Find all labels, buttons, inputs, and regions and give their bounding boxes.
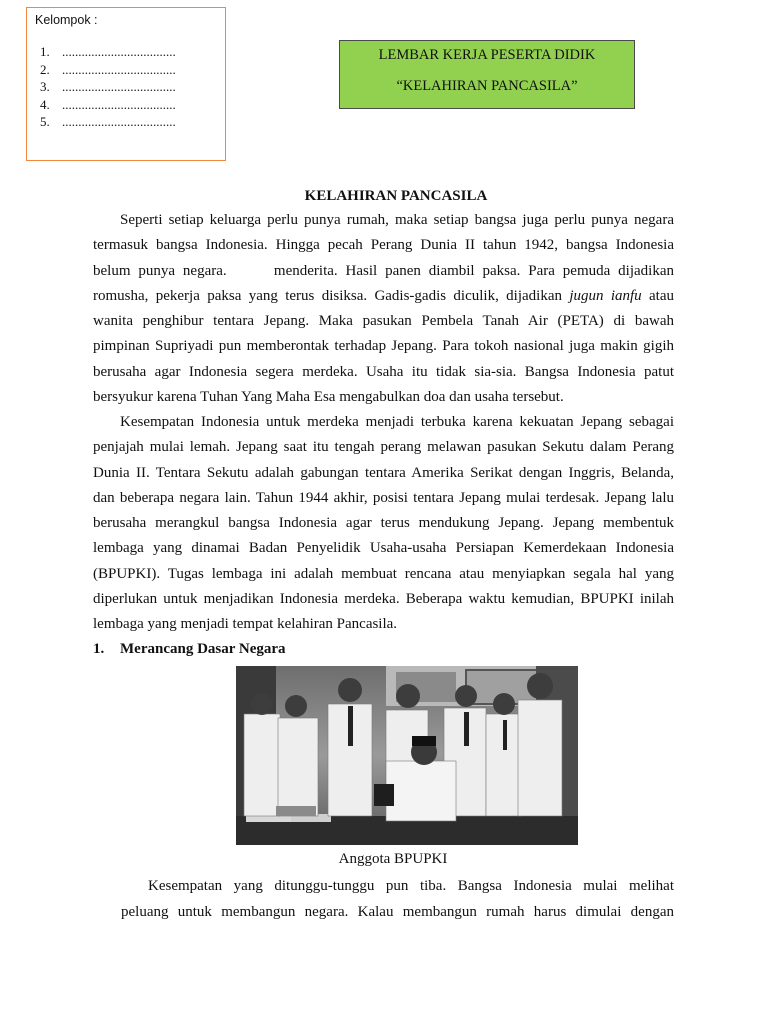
member-blank: ...................................	[62, 79, 176, 94]
text-line: (BPUPKI). Tugas lembaga ini adalah membuat rencana atau menyiapkan segala hal yang	[93, 565, 674, 582]
text-line: berusaha merangkul bangsa Indonesia agar terus mendukung Jepang. Jepang membentuk	[93, 515, 674, 532]
member-blank: ...................................	[62, 114, 176, 129]
member-blank: ...................................	[62, 61, 176, 77]
bpupki-members-photo	[236, 666, 578, 845]
text-line: bersyukur karena Tuhan Yang Maha Esa mengabulkan doa dan usaha tersebut.	[93, 389, 564, 406]
member-blank: ...................................	[62, 44, 176, 59]
text-line: wanita penghibur tentara Jepang. Maka pasukan Pembela Tanah Air (PETA) di bawah	[93, 313, 674, 330]
text-line: dan beberapa negara lain. Tahun 1944 akhir, posisi tentara Jepang mulai terdesak. Jepang lalu	[93, 489, 674, 506]
group-member-list	[40, 43, 176, 131]
section-number: 1.	[93, 641, 105, 657]
text-line: pimpinan Supriyadi pun memberontak terhadap Jepang. Para tokoh nasional juga makin gigih	[93, 338, 674, 355]
member-number: 4.	[40, 96, 50, 112]
worksheet-title: LEMBAR KERJA PESERTA DIDIK	[378, 47, 596, 63]
text-line: lembaga yang menjadi tempat kelahiran Pancasila.	[93, 616, 398, 633]
text-line: diperlukan untuk menjadikan Indonesia merdeka. Beberapa waktu kemudian, BPUPKI inilah	[93, 591, 674, 608]
text-line: Dunia II. Tentara Sekutu adalah gabungan tentara Amerika Serikat dengan Inggris, Belanda,	[93, 464, 674, 481]
text-run: romusha, pekerja paksa yang terus disiksa. Gadis-gadis diculik, dijadikan	[93, 287, 570, 304]
paragraph-1	[93, 208, 674, 410]
text-line: Seperti setiap keluarga perlu punya rumah, maka setiap bangsa juga perlu punya negara	[120, 212, 674, 228]
italic-term: jugun ianfu	[569, 287, 642, 304]
text-line: Kesempatan Indonesia untuk merdeka menjadi terbuka karena kekuatan Jepang sebagai	[120, 414, 674, 430]
group-member-line	[40, 43, 176, 61]
text-line: belum punya negara. menderita. Hasil panen diambil paksa. Para pemuda dijadikan	[93, 262, 674, 279]
text-line	[93, 284, 674, 309]
member-number: 5.	[40, 114, 50, 129]
group-member-line	[40, 78, 176, 96]
paragraph-3	[121, 873, 674, 925]
text-line: Kesempatan yang ditunggu-tunggu pun tiba. Bangsa Indonesia mulai melihat	[148, 878, 674, 894]
photo-caption: Anggota BPUPKI	[338, 851, 448, 867]
worksheet-title-box	[339, 40, 635, 109]
member-number: 2.	[40, 61, 50, 77]
member-number: 3.	[40, 79, 50, 94]
text-line: penjajah mulai lemah. Jepang saat itu tengah perang melawan pasukan Sekutu dalam Perang	[93, 439, 674, 456]
worksheet-subtitle: “KELAHIRAN PANCASILA”	[396, 78, 578, 94]
paragraph-2	[93, 410, 674, 638]
section-title: Merancang Dasar Negara	[120, 641, 286, 657]
member-blank: ...................................	[62, 96, 176, 112]
group-members-box	[26, 7, 226, 161]
member-number: 1.	[40, 44, 50, 59]
group-member-line	[40, 61, 176, 79]
group-member-line	[40, 113, 176, 131]
text-line: peluang untuk membangun negara. Kalau membangun rumah harus dimulai dengan	[121, 904, 674, 920]
text-line: berusaha agar Indonesia segera merdeka. Usaha itu tidak sia-sia. Bangsa Indonesia patut	[93, 363, 674, 380]
group-title: Kelompok :	[35, 13, 98, 27]
section-heading	[93, 641, 286, 658]
text-run: atau	[641, 287, 674, 304]
document-heading: KELAHIRAN PANCASILA	[304, 188, 488, 204]
text-line: lembaga yang dinamai Badan Penyelidik Usaha-usaha Persiapan Kemerdekaan Indonesia	[93, 540, 674, 557]
text-line: termasuk bangsa Indonesia. Hingga pecah Perang Dunia II tahun 1942, bangsa Indonesia	[93, 237, 674, 254]
group-member-line	[40, 96, 176, 114]
